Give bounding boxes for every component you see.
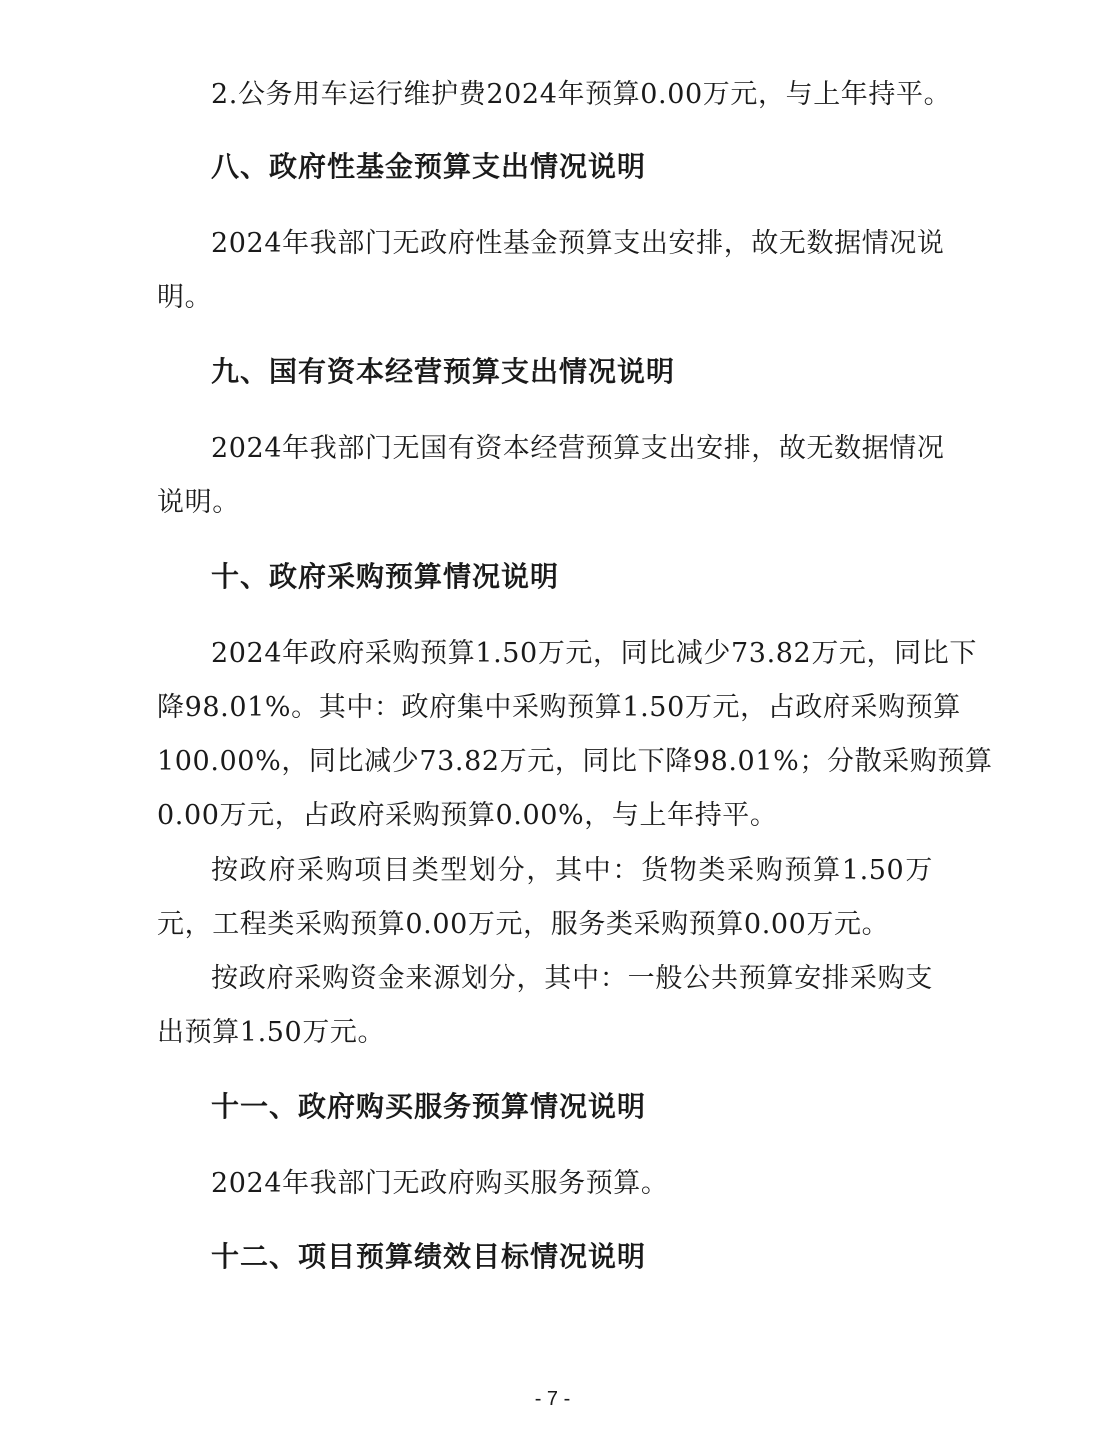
paragraph-10c-line-2: 出预算1.50万元。	[157, 1017, 386, 1048]
section-heading-12: 十二、项目预算绩效目标情况说明	[211, 1240, 647, 1273]
paragraph-10b-line-1: 按政府采购项目类型划分，其中：货物类采购预算1.50万	[211, 855, 933, 886]
section-heading-11: 十一、政府购买服务预算情况说明	[211, 1090, 647, 1123]
paragraph-10a-line-3: 100.00%，同比减少73.82万元，同比下降98.01%；分散采购预算	[157, 746, 993, 777]
paragraph-9-line-2: 说明。	[157, 487, 240, 518]
section-heading-10: 十、政府采购预算情况说明	[211, 560, 560, 593]
paragraph-11-line-1: 2024年我部门无政府购买服务预算。	[211, 1168, 669, 1199]
paragraph-10a-line-2: 降98.01%。其中：政府集中采购预算1.50万元，占政府采购预算	[157, 692, 961, 723]
paragraph-10a-line-4: 0.00万元，占政府采购预算0.00%，与上年持平。	[157, 800, 778, 831]
paragraph-8-line-1: 2024年我部门无政府性基金预算支出安排，故无数据情况说	[211, 228, 945, 259]
page-number: - 7 -	[534, 1388, 571, 1410]
paragraph-10c-line-1: 按政府采购资金来源划分，其中：一般公共预算安排采购支	[211, 963, 933, 994]
paragraph-10a-line-1: 2024年政府采购预算1.50万元，同比减少73.82万元，同比下	[211, 638, 977, 669]
section-heading-8: 八、政府性基金预算支出情况说明	[211, 150, 647, 183]
section-heading-9: 九、国有资本经营预算支出情况说明	[211, 355, 676, 388]
paragraph-8-line-2: 明。	[157, 282, 213, 313]
paragraph-10b-line-2: 元，工程类采购预算0.00万元，服务类采购预算0.00万元。	[157, 909, 890, 940]
paragraph-9-line-1: 2024年我部门无国有资本经营预算支出安排，故无数据情况	[211, 433, 945, 464]
vehicle-maintenance-line: 2.公务用车运行维护费2024年预算0.00万元，与上年持平。	[211, 79, 952, 110]
